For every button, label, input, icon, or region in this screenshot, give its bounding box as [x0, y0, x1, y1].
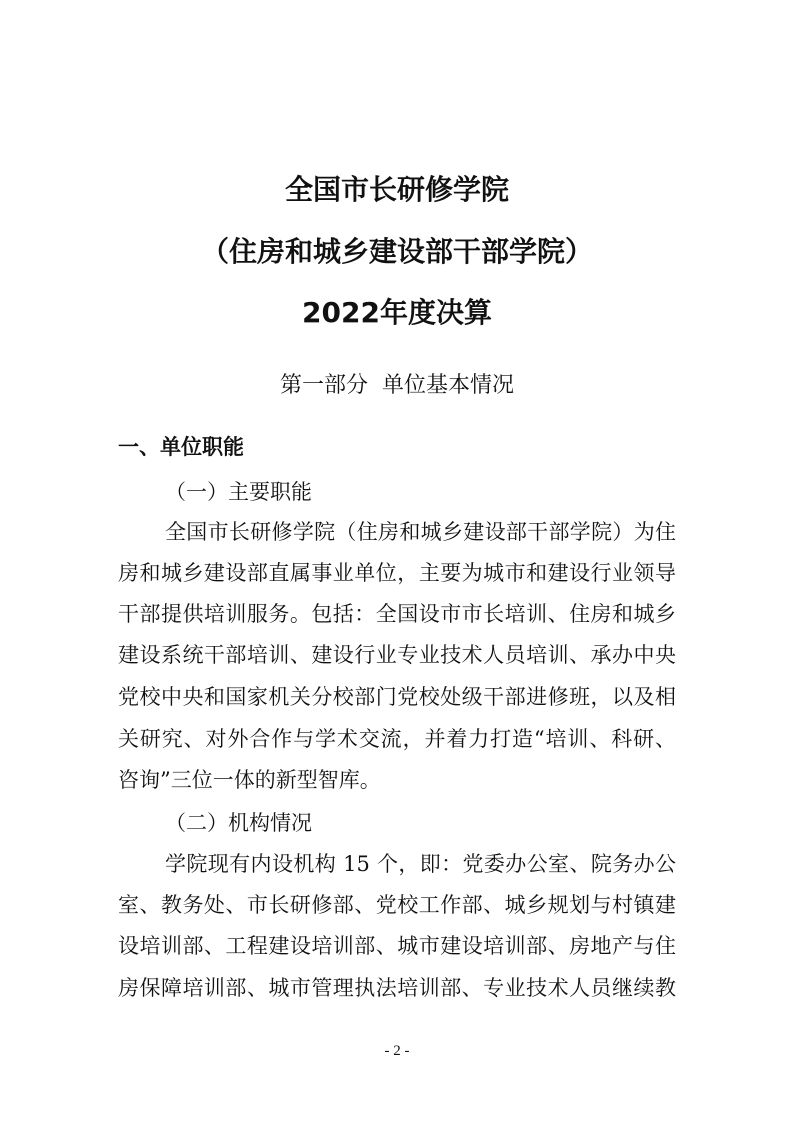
- paragraph-line: 房保障培训部、城市管理执法培训部、专业技术人员继续教: [118, 976, 676, 1000]
- paragraph-line: 关研究、对外合作与学术交流，并着力打造“培训、科研、: [118, 727, 676, 751]
- page-number: - 2 -: [384, 1043, 410, 1059]
- section-heading-functions: 一、单位职能: [118, 435, 244, 459]
- paragraph-line: 干部提供培训服务。包括：全国设市市长培训、住房和城乡: [118, 602, 676, 626]
- paragraph-line: 全国市长研修学院（住房和城乡建设部干部学院）为住: [165, 520, 676, 544]
- document-title-line-1: 全国市长研修学院: [284, 173, 509, 206]
- paragraph-line: 党校中央和国家机关分校部门党校处级干部进修班，以及相: [118, 685, 676, 709]
- paragraph-line: 建设系统干部培训、建设行业专业技术人员培训、承办中央: [118, 643, 676, 667]
- paragraph-line: 学院现有内设机构 15 个，即：党委办公室、院务办公: [165, 852, 676, 876]
- paragraph-line: 室、教务处、市长研修部、党校工作部、城乡规划与村镇建: [118, 893, 676, 917]
- document-title-line-2: （住房和城乡建设部干部学院）: [200, 235, 593, 268]
- paragraph-line: 房和城乡建设部直属事业单位，主要为城市和建设行业领导: [118, 561, 676, 585]
- paragraph-line: 设培训部、工程建设培训部、城市建设培训部、房地产与住: [118, 934, 676, 958]
- part-heading: 第一部分 单位基本情况: [280, 373, 514, 398]
- subsection-heading-organization: （二）机构情况: [165, 811, 312, 835]
- document-title-line-3: 2022年度决算: [302, 296, 492, 329]
- paragraph-line: 咨询”三位一体的新型智库。: [118, 768, 381, 792]
- subsection-heading-main-functions: （一）主要职能: [165, 480, 312, 504]
